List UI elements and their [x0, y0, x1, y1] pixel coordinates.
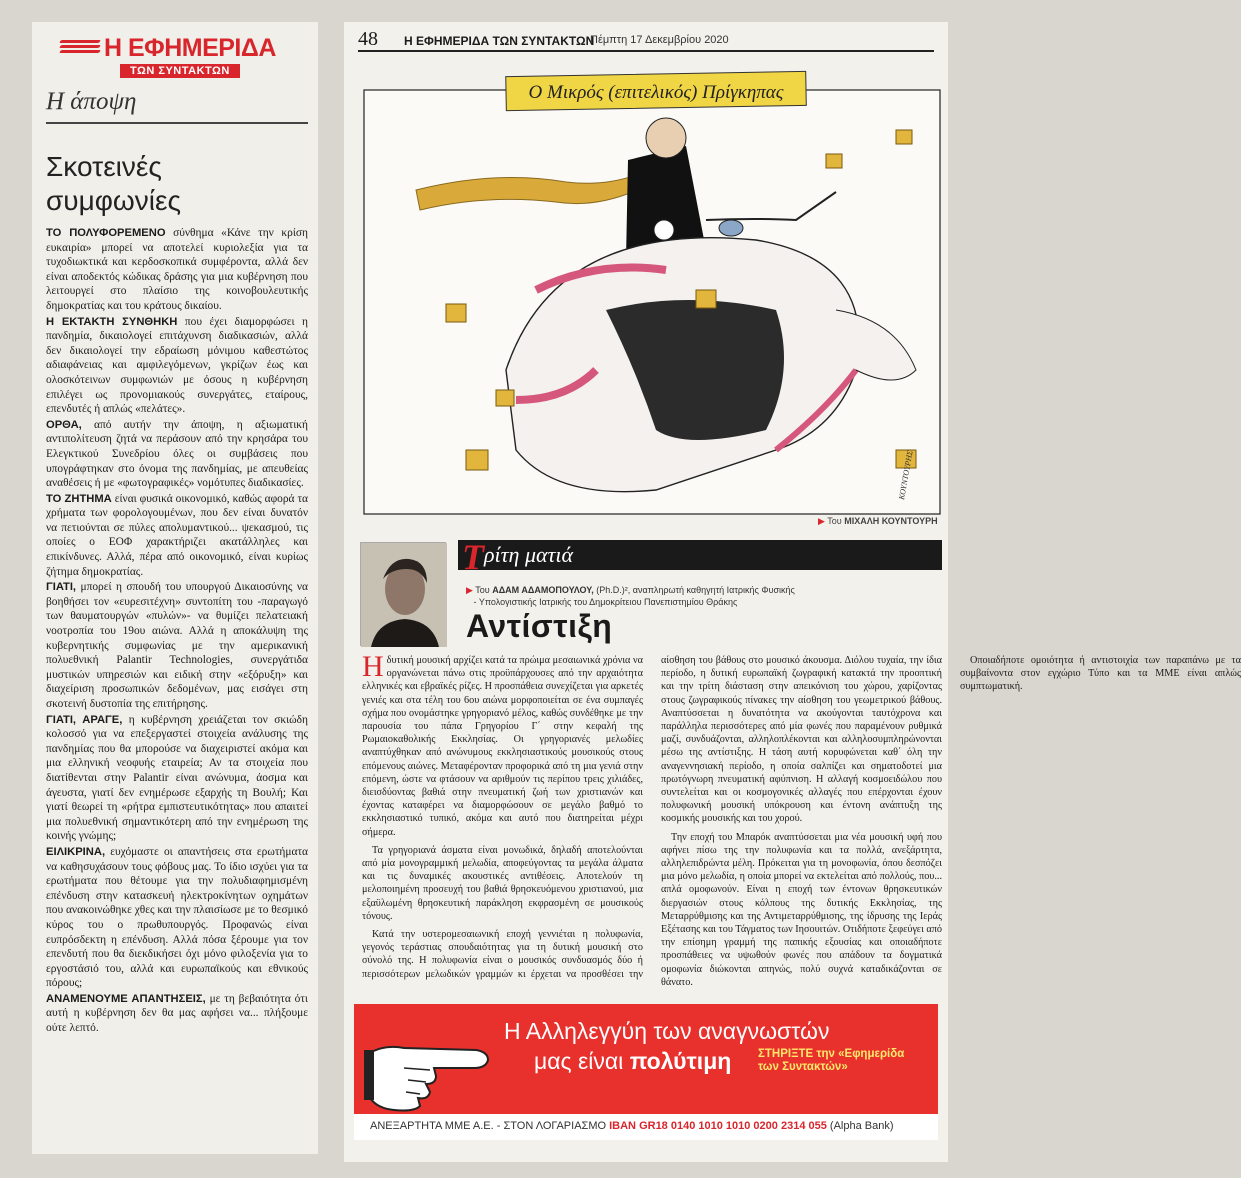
article-paragraph [362, 650, 643, 839]
paragraph-lead: ΓΙΑΤΙ, ΑΡΑΓΕ, [46, 713, 123, 726]
paragraph-lead: ΑΝΑΜΕΝΟΥΜΕ ΑΠΑΝΤΗΣΕΙΣ, [46, 992, 206, 1005]
series-title: ρίτη ματιά [484, 542, 574, 567]
byline-prefix: Του [475, 585, 490, 595]
drop-cap: Η [362, 650, 384, 683]
cartoon-credit [818, 516, 938, 527]
section-label: Η άποψη [46, 84, 308, 124]
article-paragraph: Κατά την υστερομεσαιωνική εποχή γεννιέται η πολυφωνία, γεγονός τεράστιας σπουδαιότητας για τη δυτική μουσική στο σύνολό της. Η πολυφωνία είναι ο μουσικός συνδυασμός δύο ή περισσότερων μελωδικών γραμμών κι έρχεται να προσθέσει την αίσθηση του βάθους στο μουσικό άκουσμα. Διόλου τυχαία, την ίδια περίοδο, η δυτική ευρωπαϊκή ζωγραφική κατακτά την προοπτική και την τρίτη διάσταση στην απεικόνιση του χώρου, χαρίζοντας στους ζωγραφικούς πίνακες την αίσθηση του γεωμετρικού βάθους. Αναπτύσσεται η δυνατότητα να ακούγονται ταυτόχρονα και παράλληλα περισσότερες από μία φωνές που παραμένουν ρυθμικά μαζί, συνδυάζονται, αλληλοπλέκονται και αλληλοσυμπληρώνονται μέσω της αντίστιξης. Η τάση αυτή κορυφώνεται καθ΄ όλη την αναγεννησιακή περίοδο, η οποία σαλπίζει και σηματοδοτεί μια πρωτόγνωρη πνευματική αφύπνιση. Η αλλαγή κοσμοειδώλου που συντελείται και οι κοσμογονικές αλλαγές που επέρχονται έχουν πολυφωνική μουσική υπόκρουση και έντονη ανάπτυξη της κοσμικής μουσικής και του χορού. [362, 655, 942, 980]
paragraph-lead: ΤΟ ΖΗΤΗΜΑ [46, 492, 112, 505]
cartoon-illustration [356, 70, 942, 518]
arrow-right-icon: ▶ [466, 585, 473, 595]
paragraph-text: με τη βεβαιότητα ότι αυτή η κυβέρνηση δεν θα μας αφήσει να... πλήξουμε ούτε λεπτό. [46, 992, 308, 1035]
paragraph-text: μπορεί η σπουδή του υπουργού Δικαιοσύνης να βοηθήσει τον «ευρεσιτέχνη» συντοπίτη του -παραγωγό των θαυματουργών «πυλών»- να θυμίζει πελατειακή νοοτροπία του 19ου αιώνα. Αλλά η αποκάλυψη της κυβερνητικής συμφωνίας με την αμερικανική πολυεθνική Palantir Technologies, συνεργάτιδα μυστικών υπηρεσιών και ειδική στην «εξόρυξη» και διαχείριση προσωπικών δεδομένων, μας εισάγει στη σκοτεινή δυστοπία της επιτήρησης. [46, 581, 308, 710]
masthead-title: Η ΕΦΗΜΕΡΙΔΑ [104, 34, 276, 62]
logo-stripes-icon [60, 40, 100, 54]
ad-bank-details [354, 1114, 938, 1140]
paragraph-text: σύνθημα «Κάνε την κρίση ευκαιρία» μπορεί να αποτελεί κυριολεξία για τα τυχοδιωκτικά και κερδοσκοπικά συμφέροντα, αλλά δεν είναι αποδεκτός κώδικας δράσης για μια κυβέρνηση που λειτουργεί στο πλαίσιο της κοινοβουλευτικής δημοκρατίας και του κράτους δικαίου. [46, 227, 308, 312]
editorial-paragraph [46, 226, 308, 314]
ad-headline-2 [534, 1048, 731, 1075]
editorial-paragraph [46, 315, 308, 417]
bank-text: ΑΝΕΞΑΡΤΗΤΑ ΜΜΕ Α.Ε. - ΣΤΟΝ ΛΟΓΑΡΙΑΣΜΟ [370, 1120, 607, 1132]
article-paragraph: Την εποχή του Μπαρόκ αναπτύσσεται μια νέα μουσική υφή που αφήνει πίσω της την πολυφωνία και τα πολλά, ανεξάρτητα, αλληλεπιδρώντα μέλη. Πρόκειται για τη μονοφωνία, όπου δεσπόζει μια μόνο μελωδία, η οποία μπορεί να εκτελείται από πολλούς, που... απλά ομοφωνούν. Είναι η εποχή των έντονων θρησκευτικών διεργασιών στους κόλπους της δυτικής Εκκλησίας, της Μεταρρύθμισης και της Αντιμεταρρύθμισης, της ίδρυσης της Ιεράς Εξέτασης και του Τάγματος των Ιησουιτών. Οτιδήποτε ξεφεύγει από την επίσημη γραμμή της παπικής εξουσίας και οποιαδήποτε προσπάθειες να υψωθούν φωνές που απάδουν τα δογματικά ομοφωνία διώκονται απηνώς, πολύ συχνά καταδικάζονται σε θάνατο. [661, 831, 942, 988]
page-header [358, 22, 934, 52]
author-name: ΑΔΑΜ ΑΔΑΜΟΠΟΥΛΟΥ, [492, 585, 594, 595]
editorial-headline-line1: Σκοτεινές [46, 151, 162, 182]
paragraph-lead: ΟΡΘΑ, [46, 418, 82, 431]
editorial-body [46, 226, 308, 1036]
author-portrait-icon [361, 543, 447, 647]
bank-name: (Alpha Bank) [829, 1120, 894, 1132]
iban-label: IBAN [609, 1120, 636, 1132]
paper-name: Η ΕΦΗΜΕΡΙΔΑ ΤΩΝ ΣΥΝΤΑΚΤΩΝ [404, 34, 595, 48]
arrow-right-icon: ▶ [818, 516, 825, 526]
editorial-paragraph [46, 418, 308, 491]
article-page [344, 22, 1241, 1162]
paragraph-text: δυτική μουσική αρχίζει κατά τα πρώιμα μεσαιωνικά χρόνια να οργανώνεται πάνω στις προϋπάρχουσες από την αρχαιότητα ελληνικές και εβραϊκές ρίζες. Η προσπάθεια συνεχίζεται για αρκετές γενιές και στα τέλη του 6ου αιώνα μορφοποιείται σε ένα συμπαγές σχήμα που ονομάστηκε γρηγοριανό μέλος, καθώς συνδέθηκε με την παρουσία του πάπα Γρηγορίου Γ΄ στην κεφαλή της Ρωμαιοκαθολικής Εκκλησίας. Οι γρηγοριανές μελωδίες αναπτύχθηκαν από ανώνυμους εκκλησιαστικούς μουσικούς στους επόμενους αιώνες. Μεταφέρονταν προφορικά από τη μια γενιά στην επόμενη, ώστε να φτάσουν να αριθμούν τις περίπου τρεις χιλιάδες, διεισδύοντας βαθιά στην πνευματική ζωή των χριστιανών και έχοντας καταφέρει να διαμορφώσουν σε μεγάλο βαθμό το εκκλησιαστικό τυπικό, ακόμα και αυτό που διατηρείται μέχρι σήμερα. [362, 655, 643, 838]
page-number: 48 [358, 28, 378, 50]
article-paragraph: Τα γρηγοριανά άσματα είναι μονωδικά, δηλαδή αποτελούνται από μία μονογραμμική μελωδία, αποφεύγοντας τα μεγάλα άλματα και τις δυναμικές ακουστικές αντιθέσεις. Αποτελούν τη μελοποιημένη προσευχή του βαθιά θρησκευόμενου χριστιανού, μια εξαϋλωμένη θρησκευτική παράκληση εκφρασμένη σε μουσικούς τόνους. [362, 844, 643, 922]
paragraph-text: η κυβέρνηση χρειάζεται τον σκιώδη κολοσσό για να επεξεργαστεί στοιχεία ανάλυσης της πανδημίας που θα μπορούσε να διαχειριστεί ακόμα και μια ελληνική νεοφυής εταιρεία; Αν τα στοιχεία που διατίθενται στην Palantir είναι ανώνυμα, άοσμα και άγευστα, γιατί δεν ενημέρωσε εξαρχής τη Βουλή; Και γιατί θεωρεί τη «ρήτρα εμπιστευτικότητας» που απαιτεί μια πολυεθνική σημαντικότερη από την ενημέρωση της κοινής γνώμης; [46, 713, 308, 843]
editorial-column [32, 22, 318, 1154]
author-photo [360, 542, 446, 646]
credit-name: ΜΙΧΑΛΗ ΚΟΥΝΤΟΥΡΗ [844, 516, 938, 526]
masthead-logo [46, 32, 308, 84]
author-credentials-2: - Υπολογιστικής Ιατρικής του Δημοκρίτειου Πανεπιστημίου Θράκης [473, 597, 738, 607]
editorial-headline [46, 150, 308, 218]
paragraph-lead: Η ΕΚΤΑΚΤΗ ΣΥΝΘΗΚΗ [46, 315, 178, 328]
credit-prefix: Του [827, 516, 842, 526]
ad-support-text: ΣΤΗΡΙΞΤΕ την «Εφημερίδα των Συντακτών» [758, 1048, 905, 1073]
column-series-bar [458, 537, 942, 577]
editorial-paragraph [46, 845, 308, 991]
article-body [362, 650, 1241, 990]
ad-headline-2-bold: πολύτιμη [629, 1048, 732, 1074]
paragraph-text: που έχει διαμορφώσει η πανδημία, δικαιολογεί επιτάχυνση διαδικασιών, αλλά δεν δικαιολογεί την εδραίωση μόνιμου καθεστώτος αδιαφάνειας και αμφιλεγόμενων, γκρίζων έως και ολοσκότεινων συμφωνιών με όσους η κυβέρνηση επιλέγει ως προνομιακούς συνεργάτες, εταίρους, επενδυτές ή απλώς «πελάτες». [46, 315, 308, 416]
article-paragraph: Οποιαδήποτε ομοιότητα ή αντιστοιχία των παραπάνω με τα συμβαίνοντα στον εγχώριο Τύπο και τα ΜΜΕ είναι απλώς συμπτωματική. [960, 655, 1241, 693]
ad-headline-2-normal: μας είναι [534, 1048, 630, 1074]
article-headline: Αντίστιξη [466, 608, 613, 644]
paragraph-text: είναι φυσικά οικονομικό, καθώς αφορά τα χρήματα των φορολογουμένων, που δεν είναι δυνατόν να πετιούνται σε πύλες απολυμαντικού... ψεκασμού, τις οποίες ο ΕΟΦ χαρακτήριζει ακατάλληλες και επικίνδυνες. Αλλά, πέρα από οικονομικό, είναι κυρίως ζήτημα δημοκρατίας. [46, 492, 308, 578]
paragraph-lead: ΤΟ ΠΟΛΥΦΟΡΕΜΕΝΟ [46, 227, 166, 239]
svg-text:ΚΟΥΝΤΟΥΡΗΣ: ΚΟΥΝΤΟΥΡΗΣ [897, 449, 915, 501]
ad-headline-1: Η Αλληλεγγύη των αναγνωστών [504, 1018, 830, 1044]
iban-number: GR18 0140 1010 1010 0200 2314 055 [639, 1120, 827, 1132]
series-initial: Τ [462, 537, 484, 577]
author-credentials-1: (Ph.D.)², αναπληρωτή καθηγητή Ιατρικής Φυσικής [596, 585, 795, 595]
page-date: Πέμπτη 17 Δεκεμβρίου 2020 [590, 34, 729, 46]
paragraph-text: από αυτήν την άποψη, η αξιωματική αντιπολίτευση ζητά να περάσουν από την κρησάρα του Ελεγκτικού Συνεδρίου όλες οι συμβάσεις που υπογράφτηκαν στο όνομα της πανδημίας, με απευθείας αναθέσεις ή με «φωτογραφικές» νομότυπες διαδικασίες. [46, 418, 308, 490]
editorial-headline-line2: συμφωνίες [46, 185, 181, 216]
pointing-hand-icon [364, 1014, 494, 1114]
paragraph-lead: ΓΙΑΤΙ, [46, 581, 77, 594]
editorial-paragraph [46, 992, 308, 1036]
article-byline [466, 584, 795, 608]
solidarity-ad-banner[interactable] [354, 1004, 938, 1140]
editorial-paragraph [46, 713, 308, 844]
editorial-paragraph [46, 580, 308, 711]
editorial-paragraph [46, 492, 308, 580]
masthead-subtitle: ΤΩΝ ΣΥΝΤΑΚΤΩΝ [120, 64, 240, 78]
paragraph-lead: ΕΙΛΙΚΡΙΝΑ, [46, 845, 106, 858]
cartoon-caption: Ο Μικρός (επιτελικός) Πρίγκηπας [528, 82, 784, 103]
paragraph-text: ευχόμαστε οι απαντήσεις στα ερωτήματα να καθησυχάσουν τους φόβους μας. Το ίδιο ισχύει για τα ερωτήματα που θέτουμε για την πολυδιαφημισμένη επένδυση στην κατασκευή ηλεκτροκίνητων οχημάτων που ανακοινώθηκε χθες και την πλαισίωσε με το θεσμικό κύρος του ο πρωθυπουργός. Προφανώς είναι ευπρόσδεκτη η επένδυση. Αλλά πόσα ξέρουμε για τον επενδυτή που θα διεκδικήσει όχι μόνο φιλοξενία για το εργοστάσιό του, αλλά και ευρωπαϊκούς και εθνικούς πόρους; [46, 845, 308, 990]
